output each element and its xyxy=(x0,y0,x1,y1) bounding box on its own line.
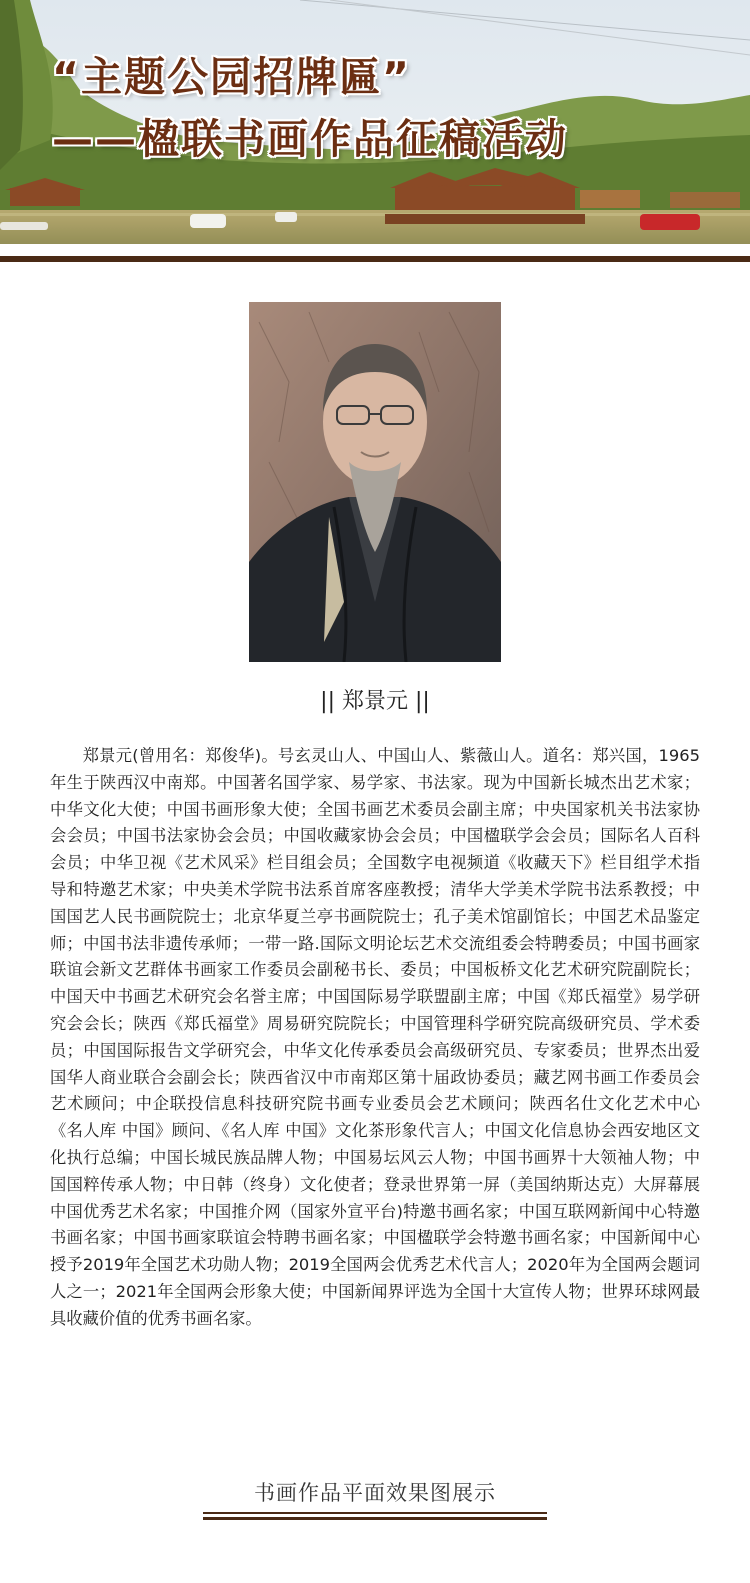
header-banner xyxy=(0,0,750,250)
artist-portrait xyxy=(249,302,501,662)
banner-title-line2: ——楹联书画作品征稿活动 xyxy=(52,115,568,163)
section-rule-bottom xyxy=(203,1517,547,1520)
header-divider xyxy=(0,256,750,262)
artist-biography: 郑景元(曾用名：郑俊华)。号玄灵山人、中国山人、紫薇山人。道名：郑兴国，1965年生于陕西汉中南郑。中国著名国学家、易学家、书法家。现为中国新长城杰出艺术家；中华文化大使；中国书画形象大使；全国书画艺术委员会副主席；中央国家机关书法家协会会员；中国书法家协会会员；中国收藏家协会会员；中国楹联学会会员；国际名人百科会员；中华卫视《艺术风采》栏目组会员；全国数字电视频道《收藏天下》栏目组学术指导和特邀艺术家；中央美术学院书法系首席客座教授；清华大学美术学院书法系教授；中国国艺人民书画院院士；北京华夏兰亭书画院院士；孔子美术馆副馆长；中国艺术品鉴定师；中国书法非遗传承师；一带一路.国际文明论坛艺术交流组委会特聘委员；中国书画家联谊会新文艺群体书画家工作委员会副秘书长、委员；中国板桥文化艺术研究院副院长；中国天中书画艺术研究会名誉主席；中国国际易学联盟副主席；中国《郑氏福堂》易学研究会会长；陕西《郑氏福堂》周易研究院院长；中国管理科学研究院高级研究员、学术委员；中国国际报告文学研究会，中华文化传承委员会高级研究员、专家委员；世界杰出爱国华人商业联合会副会长；陕西省汉中市南郑区第十届政协委员；藏艺网书画工作委员会艺术顾问；中企联投信息科技研究院书画专业委员会艺术顾问；陕西名仕文化艺术中心《名人库 中国》顾问、《名人库 中国》文化茶形象代言人；中国文化信息协会西安地区文化执行总编；中国长城民族品牌人物；中国易坛风云人物；中国书画界十大领袖人物；中国国粹传承人物；中日韩（终身）文化使者；登录世界第一屏（美国纳斯达克）大屏幕展中国优秀艺术名家；中国推介网（国家外宣平台)特邀书画名家；中国互联网新闻中心特邀书画名家；中国书画家联谊会特聘书画名家；中国楹联学会特邀书画名家；中国新闻中心授予2019年全国艺术功勋人物；2019全国两会优秀艺术代言人；2020年为全国两会题词人之一；2021年全国两会形象大使；中国新闻界评选为全国十大宣传人物；世界环球网最具收藏价值的优秀书画名家。 xyxy=(50,746,700,1328)
section-title: 书画作品平面效果图展示 xyxy=(254,1481,496,1505)
section-rule-top xyxy=(203,1512,547,1514)
banner-title-line1: “主题公园招牌匾” xyxy=(52,53,411,101)
artist-name: || 郑景元 || xyxy=(320,689,430,714)
